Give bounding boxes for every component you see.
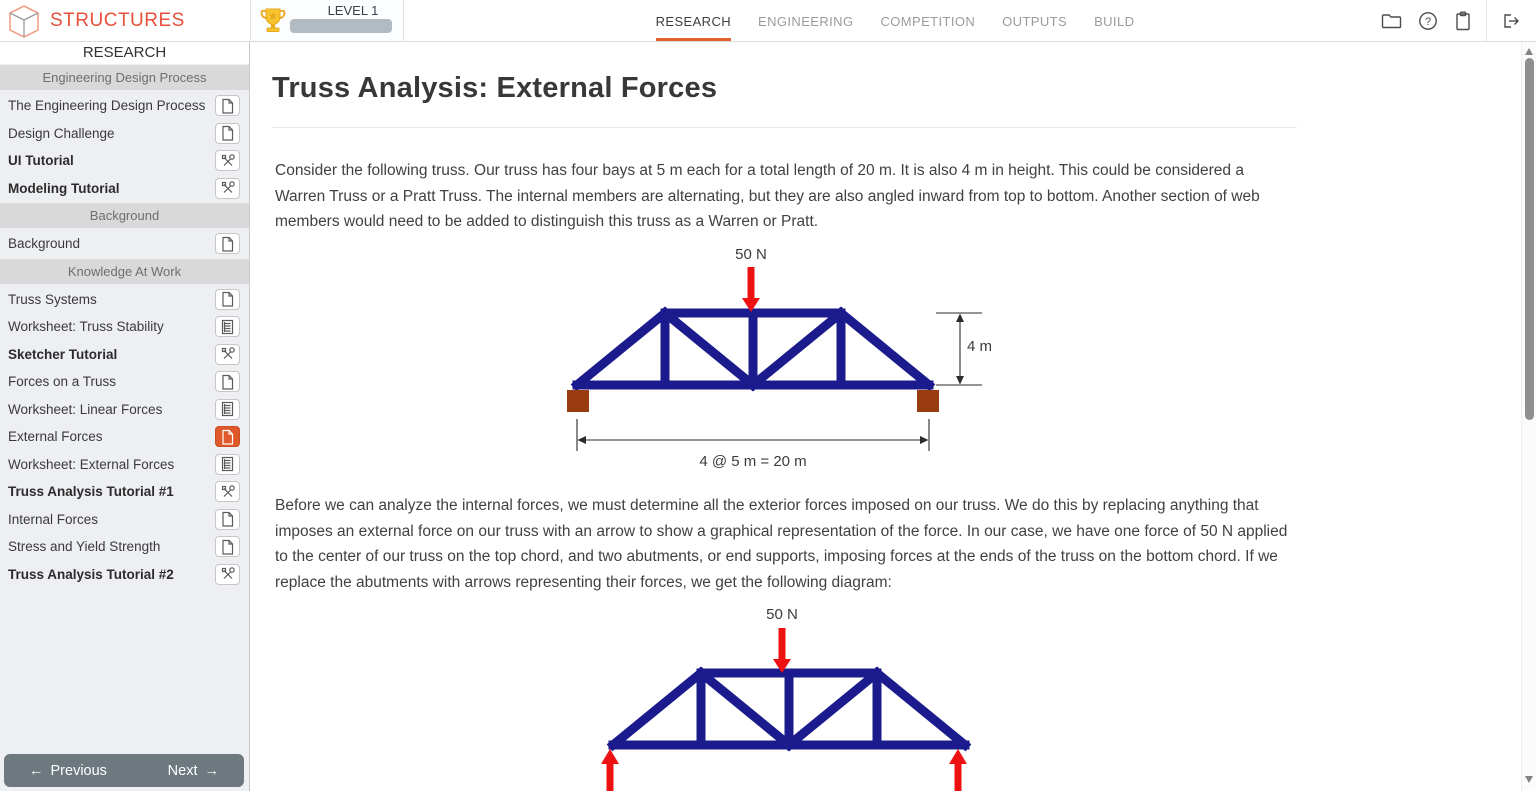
abutment-right <box>917 390 939 412</box>
folder-icon[interactable] <box>1381 12 1402 30</box>
section-header-knowledge-at-work: Knowledge At Work <box>0 259 249 284</box>
header-divider <box>1486 0 1487 41</box>
app-logo[interactable] <box>0 0 250 41</box>
sidebar-item-internal-forces[interactable]: Internal Forces <box>0 506 249 534</box>
left-arrow-icon: ← <box>29 762 44 779</box>
truss-diagram-reactions <box>571 606 991 791</box>
level-label: LEVEL 1 <box>327 3 379 18</box>
header-icon-bar <box>1373 0 1534 41</box>
top-header <box>0 0 1536 42</box>
scrollbar-thumb[interactable] <box>1525 58 1534 420</box>
document-icon[interactable] <box>215 371 240 392</box>
sidebar-item-truss-analysis-tutorial-2[interactable]: Truss Analysis Tutorial #2 <box>0 561 249 589</box>
logout-icon[interactable] <box>1501 11 1522 31</box>
worksheet-icon[interactable] <box>215 399 240 420</box>
previous-button[interactable]: ← Previous <box>29 762 107 779</box>
sidebar-item-background[interactable]: Background <box>0 230 249 258</box>
paragraph-intro: Consider the following truss. Our truss has four bays at 5 m each for a total length of 20 m. It is also 4 m in height. This could be considered a Warren Truss or a Pratt Truss. The internal members are alternating, but they are also angled inward from top to bottom. Another section of web members would need to be added to distinguish this truss as a Warren or Pratt. <box>275 162 1260 230</box>
document-icon-active[interactable] <box>215 426 240 447</box>
document-icon[interactable] <box>215 289 240 310</box>
research-sidebar <box>0 42 250 791</box>
tab-competition[interactable]: COMPETITION <box>880 14 976 29</box>
sidebar-item-truss-analysis-tutorial-1[interactable]: Truss Analysis Tutorial #1 <box>0 478 249 506</box>
tools-icon[interactable] <box>215 178 240 199</box>
worksheet-icon[interactable] <box>215 316 240 337</box>
document-icon[interactable] <box>215 509 240 530</box>
sidebar-item-modeling-tutorial[interactable]: Modeling Tutorial <box>0 175 249 203</box>
abutment-left <box>567 390 589 412</box>
sidebar-item-external-forces[interactable]: External Forces <box>0 423 249 451</box>
document-icon[interactable] <box>215 233 240 254</box>
sidebar-item-the-engineering-design-process[interactable]: The Engineering Design Process <box>0 92 249 120</box>
sidebar-title: RESEARCH <box>0 42 249 64</box>
tools-icon[interactable] <box>215 481 240 502</box>
reaction-arrow-right <box>949 749 967 791</box>
svg-text:?: ? <box>1424 15 1432 28</box>
lesson-content <box>251 42 1521 791</box>
level-progress-bar <box>290 19 392 33</box>
document-icon[interactable] <box>215 536 240 557</box>
sidebar-item-stress-and-yield-strength[interactable]: Stress and Yield Strength <box>0 533 249 561</box>
tools-icon[interactable] <box>215 344 240 365</box>
title-divider <box>272 127 1297 128</box>
worksheet-icon[interactable] <box>215 454 240 475</box>
section-header-background: Background <box>0 203 249 228</box>
sidebar-item-design-challenge[interactable]: Design Challenge <box>0 120 249 148</box>
sidebar-item-worksheet-linear-forces[interactable]: Worksheet: Linear Forces <box>0 396 249 424</box>
sidebar-item-sketcher-tutorial[interactable]: Sketcher Tutorial <box>0 341 249 369</box>
sidebar-pager <box>4 754 244 787</box>
truss-diagram-abutments <box>540 246 1005 478</box>
tools-icon[interactable] <box>215 150 240 171</box>
sidebar-item-worksheet-external-forces[interactable]: Worksheet: External Forces <box>0 451 249 479</box>
tools-icon[interactable] <box>215 564 240 585</box>
clipboard-icon[interactable] <box>1454 11 1472 31</box>
app-title: STRUCTURES <box>50 9 185 31</box>
tab-research[interactable]: RESEARCH <box>656 0 731 41</box>
trophy-icon <box>258 6 288 35</box>
load-arrow-down <box>773 628 791 673</box>
help-icon[interactable] <box>1418 11 1438 31</box>
truss-figure-graphic <box>571 606 991 791</box>
load-value-label: 50 N <box>735 246 767 263</box>
scroll-down-arrow-icon[interactable] <box>1525 776 1533 783</box>
load-arrow-down <box>742 267 760 312</box>
sidebar-item-ui-tutorial[interactable]: UI Tutorial <box>0 147 249 175</box>
reaction-arrow-left <box>601 749 619 791</box>
tab-build[interactable]: BUILD <box>1094 14 1135 29</box>
sidebar-item-forces-on-a-truss[interactable]: Forces on a Truss <box>0 368 249 396</box>
sidebar-item-truss-systems[interactable]: Truss Systems <box>0 286 249 314</box>
next-button[interactable]: Next → <box>167 762 219 779</box>
sidebar-item-worksheet-truss-stability[interactable]: Worksheet: Truss Stability <box>0 313 249 341</box>
level-box <box>250 0 404 41</box>
paragraph-external-forces: Before we can analyze the internal forces, we must determine all the exterior forces imposed on our truss. We do this by replacing anything that imposes an external force on our truss with an arrow to show a graphical representation of the force. In our case, we have one force of 50 N applied to the center of our truss on the top chord, and two abutments, or end supports, imposing forces at the ends of the truss on the bottom chord. If we replace the abutments with arrows representing their forces, we get the following diagram: <box>275 497 1288 591</box>
span-dimension-label: 4 @ 5 m = 20 m <box>699 453 807 470</box>
document-icon[interactable] <box>215 123 240 144</box>
span-dimension <box>577 419 929 451</box>
vertical-scrollbar[interactable] <box>1521 42 1536 791</box>
section-header-engineering-design-process: Engineering Design Process <box>0 65 249 90</box>
page-title: Truss Analysis: External Forces <box>272 72 718 104</box>
height-dimension-label: 4 m <box>967 338 993 355</box>
cube-logo-icon <box>7 3 41 39</box>
scroll-up-arrow-icon[interactable] <box>1525 48 1533 55</box>
truss-figure-graphic <box>540 246 1005 478</box>
load-value-label: 50 N <box>766 606 798 623</box>
tab-outputs[interactable]: OUTPUTS <box>1002 14 1068 29</box>
tab-engineering[interactable]: ENGINEERING <box>758 14 854 29</box>
right-arrow-icon: → <box>204 762 219 779</box>
primary-nav <box>404 0 1386 41</box>
document-icon[interactable] <box>215 95 240 116</box>
